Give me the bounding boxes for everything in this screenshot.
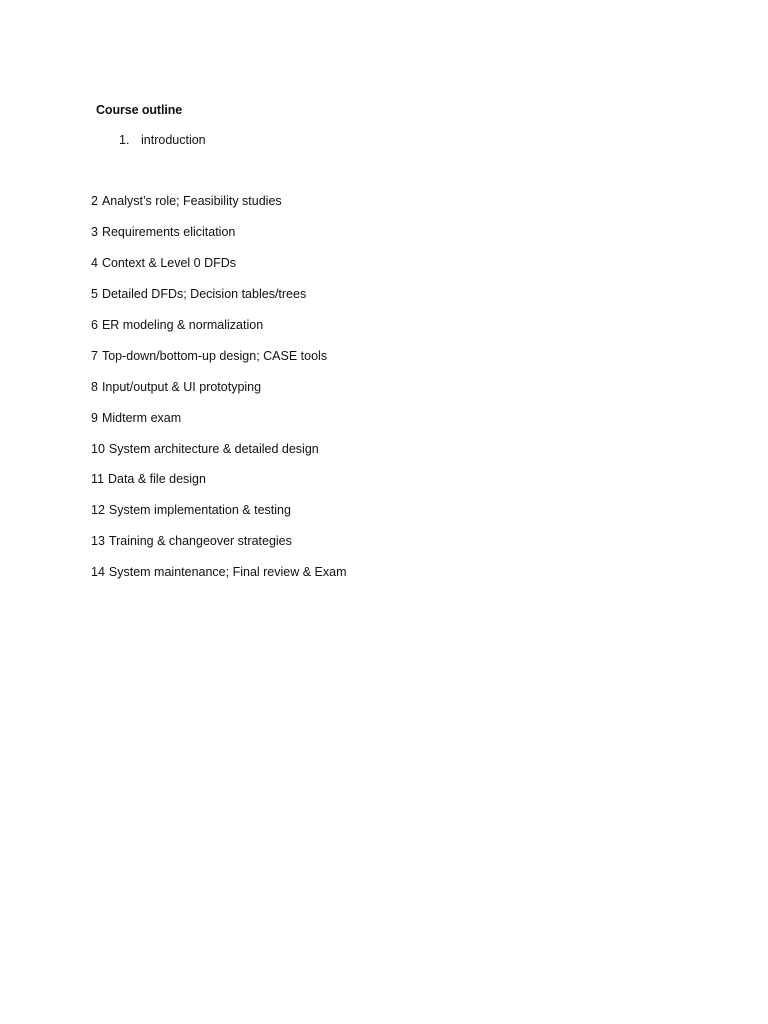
line-number: 5 [91, 286, 98, 301]
line-number: 13 [91, 534, 105, 549]
line-text: Input/output & UI prototyping [101, 379, 262, 394]
outline-line [91, 224, 347, 255]
document-heading: Course outline [96, 103, 183, 117]
list-number: 1. [119, 133, 130, 147]
line-text: Requirements elicitation [101, 224, 236, 239]
line-number: 11 [91, 472, 104, 487]
line-number: 6 [91, 317, 98, 332]
line-text: Detailed DFDs; Decision tables/trees [101, 286, 307, 301]
list-item-text: introduction [141, 133, 206, 147]
line-number: 8 [91, 379, 98, 394]
outline-line [91, 564, 347, 595]
outline-line [91, 255, 347, 286]
outline-line [91, 286, 347, 317]
outline-line [91, 441, 347, 472]
outline-line [91, 317, 347, 348]
outline-line [91, 379, 347, 410]
line-text: System architecture & detailed design [108, 441, 319, 456]
outline-line [91, 502, 347, 533]
line-number: 4 [91, 255, 98, 270]
outline-line [91, 471, 347, 502]
outline-line [91, 348, 347, 379]
line-number: 10 [91, 441, 105, 456]
outline-line [91, 193, 347, 224]
line-number: 9 [91, 410, 98, 425]
line-text: System maintenance; Final review & Exam [108, 565, 347, 580]
line-text: Midterm exam [101, 410, 182, 425]
line-text: ER modeling & normalization [101, 317, 264, 332]
line-text: Training & changeover strategies [108, 534, 292, 549]
line-text: Analyst’s role; Feasibility studies [101, 194, 282, 208]
line-text: Context & Level 0 DFDs [101, 255, 237, 270]
line-text: System implementation & testing [108, 503, 291, 518]
outline-line [91, 410, 347, 441]
line-number: 14 [91, 565, 105, 580]
line-text: Top-down/bottom-up design; CASE tools [101, 348, 328, 363]
line-number: 3 [91, 224, 98, 239]
line-text: Data & file design [107, 472, 206, 487]
line-number: 12 [91, 503, 105, 518]
line-number: 7 [91, 348, 98, 363]
outline-line [91, 533, 347, 564]
line-number: 2 [91, 194, 98, 208]
outline-lines [91, 193, 347, 595]
numbered-list-item [119, 133, 206, 147]
